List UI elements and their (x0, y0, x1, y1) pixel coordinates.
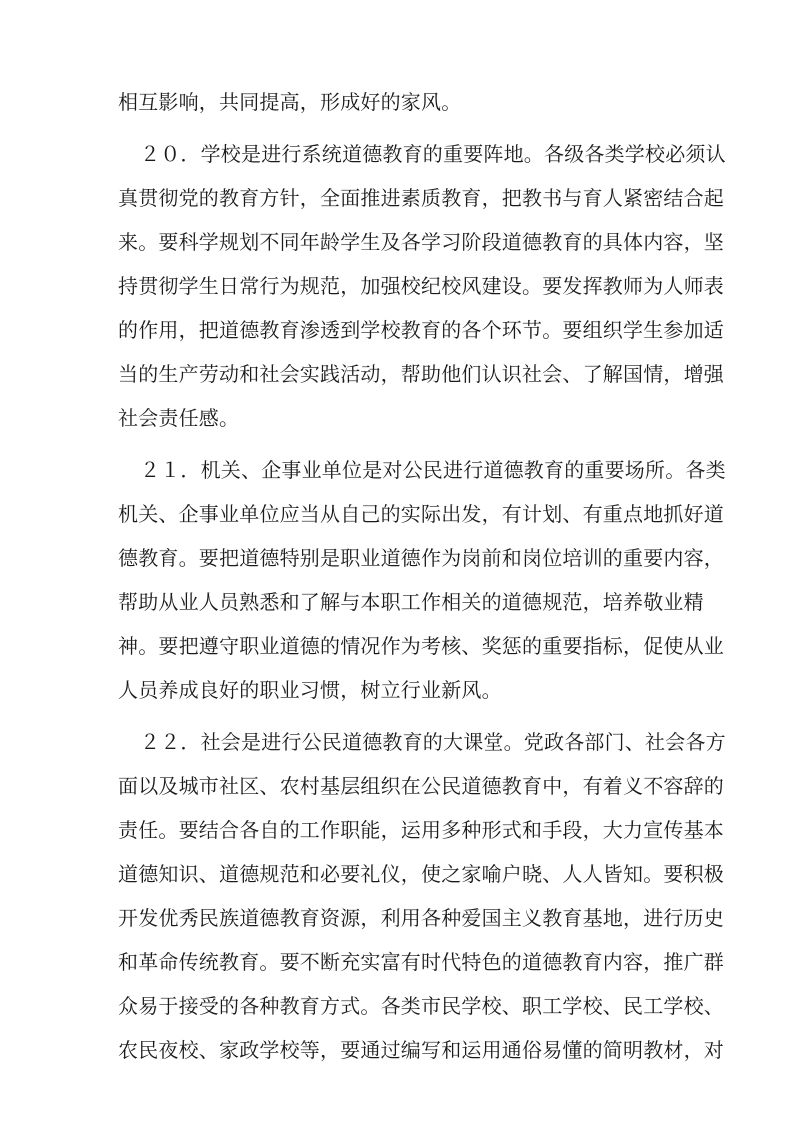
text-line: 的作用，把道德教育渗透到学校教育的各个环节。要组织学生参加适 (118, 318, 724, 342)
text-line: 道德知识、道德规范和必要礼仪，使之家喻户晓、人人皆知。要积极 (118, 862, 724, 886)
text-line: 和革命传统教育。要不断充实富有时代特色的道德教育内容，推广群 (118, 950, 724, 974)
text-line: 当的生产劳动和社会实践活动，帮助他们认识社会、了解国情，增强 (118, 362, 724, 386)
text-line: 相互影响，共同提高，形成好的家风。 (118, 90, 462, 114)
text-line: 面以及城市社区、农村基层组织在公民道德教育中，有着义不容辞的 (118, 774, 724, 798)
paragraph-20-first-line: ２０．学校是进行系统道德教育的重要阵地。各级各类学校必须认 (140, 142, 726, 166)
text-line: 持贯彻学生日常行为规范，加强校纪校风建设。要发挥教师为人师表 (118, 274, 724, 298)
text-line: 社会责任感。 (118, 406, 240, 430)
text-line: 来。要科学规划不同年龄学生及各学习阶段道德教育的具体内容，坚 (118, 230, 724, 254)
paragraph-21-first-line: ２１．机关、企事业单位是对公民进行道德教育的重要场所。各类 (140, 458, 726, 482)
text-line: 神。要把遵守职业道德的情况作为考核、奖惩的重要指标，促使从业 (118, 634, 724, 658)
text-line: 帮助从业人员熟悉和了解与本职工作相关的道德规范，培养敬业精 (118, 590, 704, 614)
text-line: 人员养成良好的职业习惯，树立行业新风。 (118, 678, 502, 702)
text-line: 机关、企事业单位应当从自己的实际出发，有计划、有重点地抓好道 (118, 502, 724, 526)
paragraph-22-first-line: ２２．社会是进行公民道德教育的大课堂。党政各部门、社会各方 (140, 730, 726, 754)
text-line: 众易于接受的各种教育方式。各类市民学校、职工学校、民工学校、 (118, 994, 724, 1018)
text-line: 责任。要结合各自的工作职能，运用多种形式和手段，大力宣传基本 (118, 818, 724, 842)
text-line: 真贯彻党的教育方针，全面推进素质教育，把教书与育人紧密结合起 (118, 186, 724, 210)
text-line: 开发优秀民族道德教育资源，利用各种爱国主义教育基地，进行历史 (118, 906, 724, 930)
text-line: 农民夜校、家政学校等，要通过编写和运用通俗易懂的简明教材，对 (118, 1038, 724, 1062)
text-line: 德教育。要把道德特别是职业道德作为岗前和岗位培训的重要内容， (118, 546, 724, 570)
